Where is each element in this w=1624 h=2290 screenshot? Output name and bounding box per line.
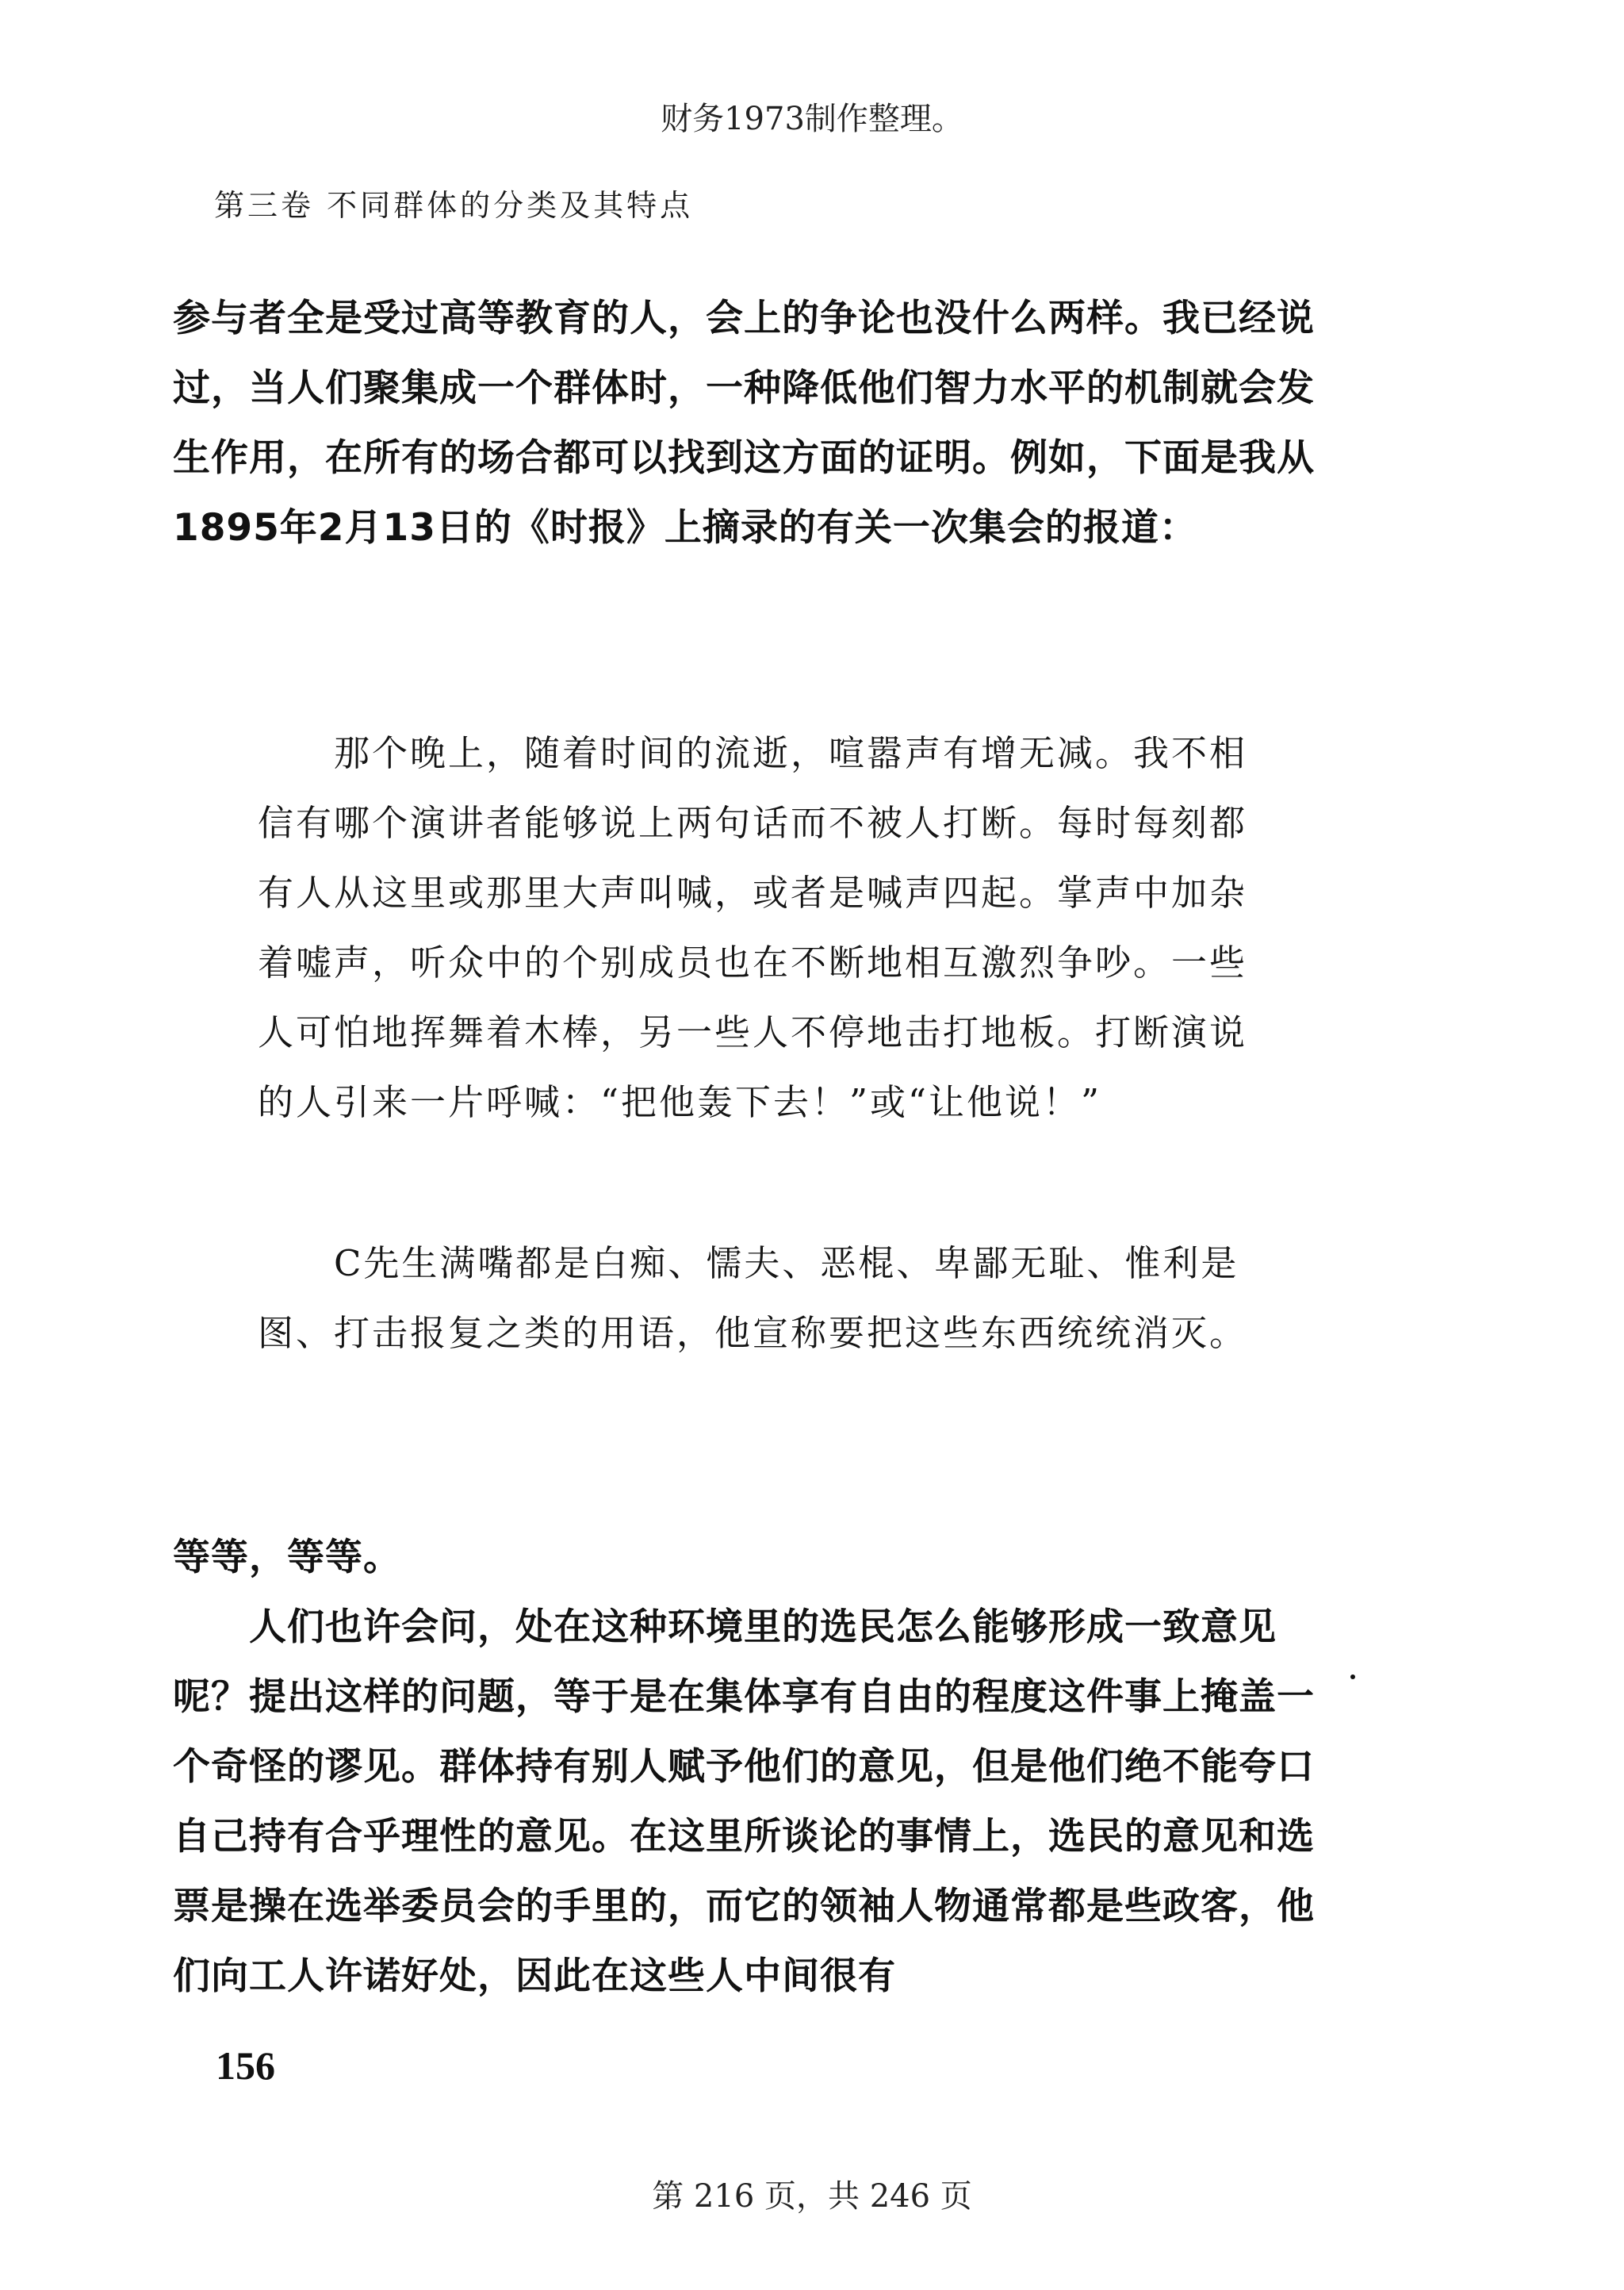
page-number: 156 bbox=[216, 2043, 275, 2088]
quote-paragraph-2: C先生满嘴都是白痴、懦夫、恶棍、卑鄙无耻、惟利是图、打击报复之类的用语，他宣称要把这些东西统统消灭。 bbox=[258, 1242, 1248, 1354]
quote-paragraph-1: 那个晚上，随着时间的流逝，喧嚣声有增无减。我不相信有哪个演讲者能够说上两句话而不被人打断。每时每刻都有人从这里或那里大声叫喊，或者是喊声四起。掌声中加杂着嘘声，听众中的个别成员也在不断地相互激烈争吵。一些人可怕地挥舞着木棒，另一些人不停地击打地板。打断演说的人引来一片呼喊：“把他轰下去！”或“让他说！” bbox=[258, 732, 1248, 1123]
body-paragraph-intro: 参与者全是受过高等教育的人，会上的争论也没什么两样。我已经说过，当人们聚集成一个群体时，一种降低他们智力水平的机制就会发生作用，在所有的场合都可以找到这方面的证明。例如，下面是我从1895年2月13日的《时报》上摘录的有关一次集会的报道： bbox=[173, 297, 1315, 550]
body-paragraph-etc: 等等，等等。 bbox=[173, 1536, 401, 1579]
scan-speck bbox=[1350, 1674, 1355, 1679]
header-note: 财务1973制作整理。 bbox=[661, 101, 963, 137]
body-paragraph-main: 人们也许会问，处在这种环境里的选民怎么能够形成一致意见呢？提出这样的问题，等于是在集体享有自由的程度这件事上掩盖一个奇怪的谬见。群体持有别人赋予他们的意见，但是他们绝不能夸口自己持有合乎理性的意见。在这里所谈论的事情上，选民的意见和选票是操在选举委员会的手里的，而它的领袖人物通常都是些政客，他们向工人许诺好处，因此在这些人中间很有 bbox=[173, 1605, 1315, 1998]
running-head: 第三卷 不同群体的分类及其特点 bbox=[214, 188, 694, 223]
pdf-page-footer: 第 216 页，共 246 页 bbox=[652, 2178, 972, 2215]
